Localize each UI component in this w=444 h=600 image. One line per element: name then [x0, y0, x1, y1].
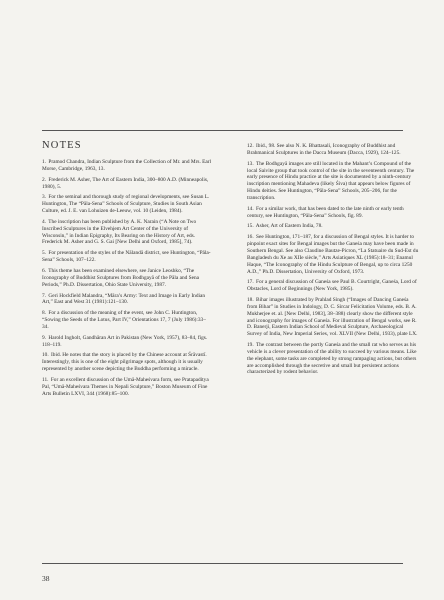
footnote-text: The contrast between the portly Ganeśa and the small rat who serves as his vehicle is a clever presentation of the ability to succeed by various means. Like the elephant, some tasks are completed by strong rampaging actions, but others are accomplished through the secretive and small but persistent actions characterized by rodent behavior.: [247, 342, 417, 376]
footnote: [42, 268, 212, 289]
footnote-text: See Huntington, 171–187, for a discussion of Bengal styles. It is harder to pinpoint exact sites for Bengal images but the Ganeśa may have been made in Southern Bengal. See also Claudine Bautze-Picron, “La Statuaire du Sud-Est du Bangladesh du Xe au XIIe siècle,” Arts Asiatiques XL (1985):18–31; Enamul Haque, “The Iconography of the Hindu Sculpture of Bengal, up to circa 1250 A.D.,” Ph.D. Dissertation, University of Oxford, 1973.: [247, 234, 419, 275]
footnote: [247, 143, 419, 157]
footnote-number: 1.: [42, 159, 47, 165]
top-divider: [42, 130, 403, 131]
footnote-number: 5.: [42, 250, 47, 257]
footnote-number: 12.: [247, 143, 254, 149]
footnote: [247, 279, 419, 293]
bottom-divider: [42, 563, 403, 564]
footnote-number: 13.: [247, 160, 254, 167]
footnote-text: Asher, Art of Eastern India, 78.: [255, 223, 323, 230]
footnote-text: Ibid., 98. See also N. K. Bhattasali, Iconography of Buddhist and Brahmanical Sculptures in the Dacca Museum (Dacca, 1929), 124–125.: [247, 143, 401, 156]
footnote: [42, 159, 212, 173]
footnote-text: Harold Ingholt, Gandhāran Art in Pakistan (New York, 1957), 83–84, figs. 118–119.: [42, 334, 208, 348]
footnote-text: The Bodhgayā images are still located in the Mahant’s Compound of the local Saivite group that took control of the site in the seventeenth century. The early presence of Hindu practice at the site is documented by a ninth-century inscription mentioning Mahadeva (likely Śiva) that appears below figures of Hindu deities. See Huntington, “Pāla-Sena” Schools, 205–206, for the transcription.: [247, 160, 415, 201]
footnote: [247, 206, 419, 220]
footnote: [42, 194, 212, 215]
footnote-text: For presentation of the styles of the Nālandā district, see Huntington, “Pāla-Sena” Schools, 107–122.: [42, 250, 211, 264]
footnote-number: 8.: [42, 310, 47, 317]
footnote-text: Frederick M. Asher, The Art of Eastern India, 300–800 A.D. (Minneapolis, 1980), 5.: [42, 176, 209, 190]
footnote-number: 4.: [42, 218, 47, 225]
footnote-text: For an excellent discussion of the Umā-Maheśvara form, see Pratapaditya Pal, “Umā-Maheśvara Themes in Nepali Sculpture,” Boston Museum of Fine Arts Bulletin LXVI, 344 (1968):85–100.: [42, 376, 209, 397]
footnote: [247, 234, 419, 275]
footnote-text: This theme has been examined elsewhere, see Janice Leoshko, “The Iconography of Buddhist Sculptures from Bodhgayā of the Pāla and Sena Periods,” Ph.D. Dissertation, Ohio State University, 1987.: [42, 267, 200, 288]
footnote: [42, 293, 212, 307]
notes-column-left: [42, 159, 212, 401]
footnote-number: 15.: [247, 223, 254, 230]
footnote-number: 17.: [247, 279, 254, 286]
footnote-text: Pramod Chandra, Indian Sculpture from the Collection of Mr. and Mrs. Earl Morse, Cambridge, 1963, 13.: [42, 159, 212, 172]
page-number: 38: [42, 574, 50, 583]
footnote: [42, 377, 212, 398]
notes-column-right: [247, 143, 419, 380]
footnote: [247, 223, 419, 230]
footnote: [247, 342, 419, 376]
footnote-number: 18.: [247, 297, 254, 304]
footnote: [42, 310, 212, 331]
footnote: [42, 335, 212, 349]
footnote-number: 6.: [42, 267, 47, 274]
footnote: [42, 177, 212, 191]
footnote-text: Geri Hockfield Malandra, “Māra’s Army: Text and Image in Early Indian Art,” East and West 31 (1981):121–130.: [42, 292, 206, 306]
footnote: [247, 161, 419, 202]
footnote-text: Bihar images illustrated by Prahlad Singh (“Images of Dancing Ganeśa from Bihar” in Studies in Indology, D. C. Sircar Felicitation Volume, eds. B. A. Mukherjee et. al. [New Delhi, 1983], 38–388) clearly show the different style and iconography for images of Ganeśa. For illustration of Bengal works, see R. D. Banerji, Eastern Indian School of Medieval Sculpture, Archaeological Survey of India, New Imperial Series, vol. XLVII (New Delhi, 1933), plate LX.: [247, 297, 418, 338]
footnote-text: The inscription has been published by A. K. Narain (“A Note on Two Inscribed Sculptures in the Elvehjem Art Center of the University of Wisconsin,” in Indian Epigraphy, Its Bearing on the History of Art, eds. Frederick M. Asher and G. S. Gai [New Delhi and Oxford, 1985], 74).: [42, 218, 197, 246]
footnote-text: Ibid. He notes that the story is placed by the Chinese account at Śrāvastī. Interestingly, this is one of the eight pilgrimage spots, although it is usually represented by another scene depicting the Buddha performing a miracle.: [42, 352, 207, 373]
footnote-text: For a discussion of the meaning of the event, see John C. Huntington, “Sowing the Seeds of the Lotus, Part IV,” Orientations 17, 7 (July 1986):33–34.: [42, 310, 206, 330]
footnote-text: For a similar work, that has been dated to the late ninth or early tenth century, see Huntington, “Pāla-Sena” Schools, fig. 89.: [247, 205, 404, 219]
footnote-text: For the seminal and thorough study of regional developments, see Susan L. Huntington, The “Pāla-Sena” Schools of Sculpture, Studies in South Asian Culture, ed. J. E. van Lohuizen de-Leeuw, vol. 10 (Leiden, 1984).: [42, 194, 210, 215]
footnote: [247, 297, 419, 338]
footnote-number: 19.: [247, 342, 254, 349]
footnote: [42, 219, 212, 246]
footnote-number: 3.: [42, 194, 47, 201]
footnote-number: 11.: [42, 376, 49, 383]
footnote-number: 9.: [42, 334, 47, 341]
footnote-number: 16.: [247, 234, 254, 241]
footnote-number: 14.: [247, 205, 254, 212]
footnote-number: 2.: [42, 176, 47, 183]
footnote: [42, 352, 212, 373]
footnote-text: For a general discussion of Ganeśa see Paul B. Courtright, Ganeśa, Lord of Obstacles, Lord of Beginnings (New York, 1985).: [247, 279, 417, 293]
footnote-number: 10.: [42, 352, 49, 359]
notes-heading: NOTES: [42, 140, 82, 151]
footnote: [42, 250, 212, 264]
footnote-number: 7.: [42, 292, 47, 299]
